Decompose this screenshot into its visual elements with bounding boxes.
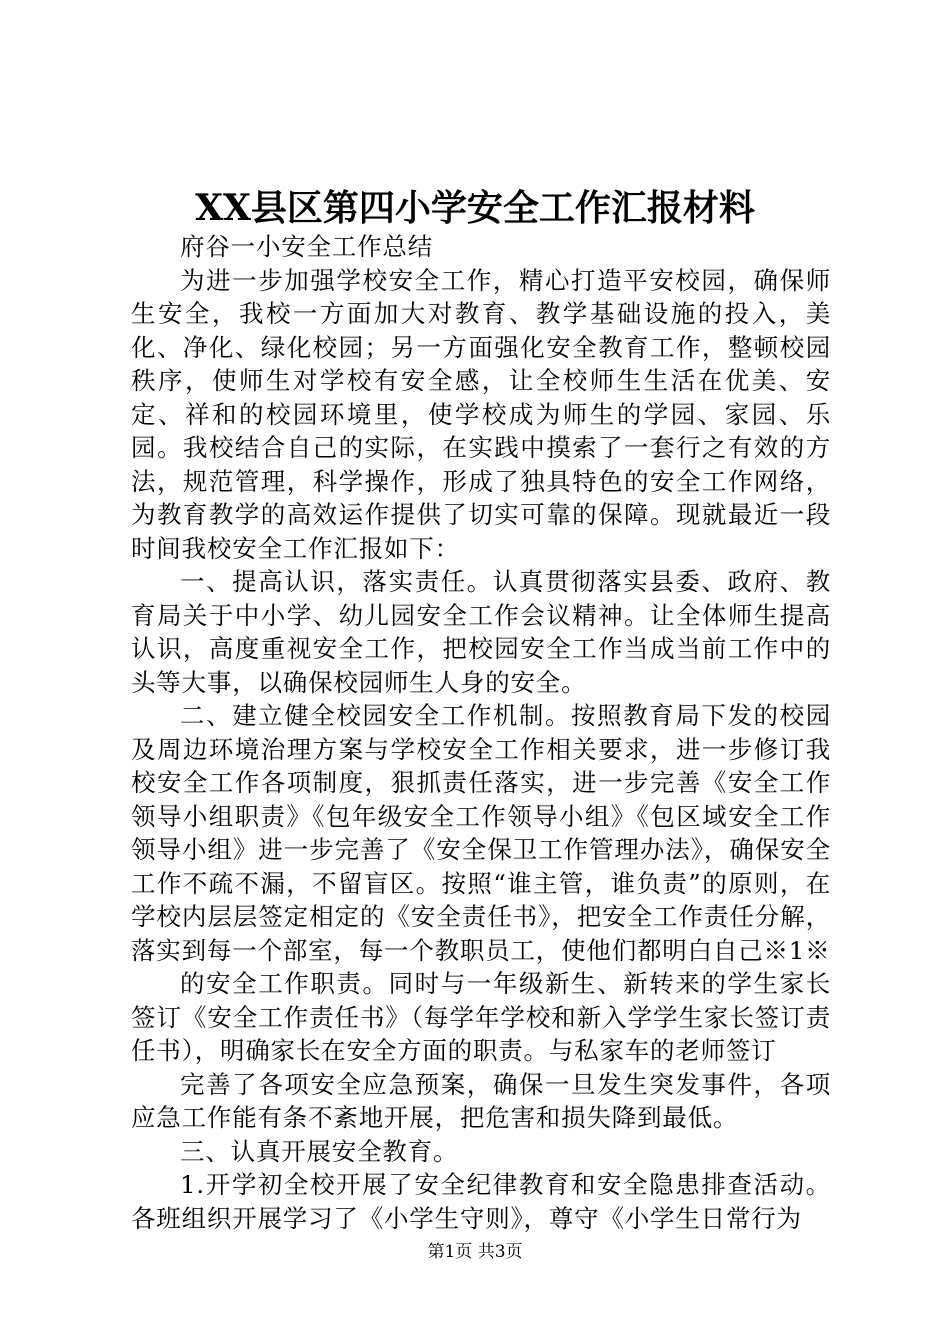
paragraph-subtitle: 府谷一小安全工作总结 <box>180 232 433 261</box>
paragraph-section-3-heading: 三、认真开展安全教育。 <box>180 1136 459 1166</box>
page-number-footer: 第1页 共3页 <box>427 1242 523 1262</box>
paragraph-section-3-item-1: 1.开学初全校开展了安全纪律教育和安全隐患排查活动。各班组织开展学习了《小学生守则》，尊守《小学生日常行为 <box>131 1170 831 1233</box>
document-body <box>131 230 831 1235</box>
document-title: XX县区第四小学安全工作汇报材料 <box>195 187 755 229</box>
paragraph-section-2-continued: 的安全工作职责。同时与一年级新生、新转来的学生家长签订《安全工作责任书》（每学年学校和新入学学生家长签订责任书），明确家长在安全方面的职责。与私家车的老师签订 <box>131 969 831 1065</box>
paragraph-intro: 为进一步加强学校安全工作，精心打造平安校园，确保师生安全，我校一方面加大对教育、教学基础设施的投入，美化、净化、绿化校园；另一方面强化安全教育工作，整顿校园秩序，使师生对学校有安全感，让全校师生生活在优美、安定、祥和的校园环境里，使学校成为师生的学园、家园、乐园。我校结合自己的实际，在实践中摸索了一套行之有效的方法，规范管理，科学操作，形成了独具特色的安全工作网络，为教育教学的高效运作提供了切实可靠的保障。现就最近一段时间我校安全工作汇报如下： <box>131 265 831 563</box>
paragraph-section-1: 一、提高认识，落实责任。认真贯彻落实县委、政府、教育局关于中小学、幼儿园安全工作会议精神。让全体师生提高认识，高度重视安全工作，把校园安全工作当成当前工作中的头等大事，以确保校园师生人身的安全。 <box>131 567 831 697</box>
paragraph-section-2: 二、建立健全校园安全工作机制。按照教育局下发的校园及周边环境治理方案与学校安全工作相关要求，进一步修订我校安全工作各项制度，狠抓责任落实，进一步完善《安全工作领导小组职责》《包年级安全工作领导小组》《包区域安全工作领导小组》进一步完善了《安全保卫工作管理办法》，确保安全工作不疏不漏，不留盲区。按照“谁主管，谁负责”的原则，在学校内层层签定相定的《安全责任书》，把安全工作责任分解，落实到每一个部室，每一个教职员工，使他们都明白自己※1※ <box>131 701 831 965</box>
paragraph-emergency-plans: 完善了各项安全应急预案，确保一旦发生突发事件，各项应急工作能有条不紊地开展，把危害和损失降到最低。 <box>131 1069 831 1132</box>
